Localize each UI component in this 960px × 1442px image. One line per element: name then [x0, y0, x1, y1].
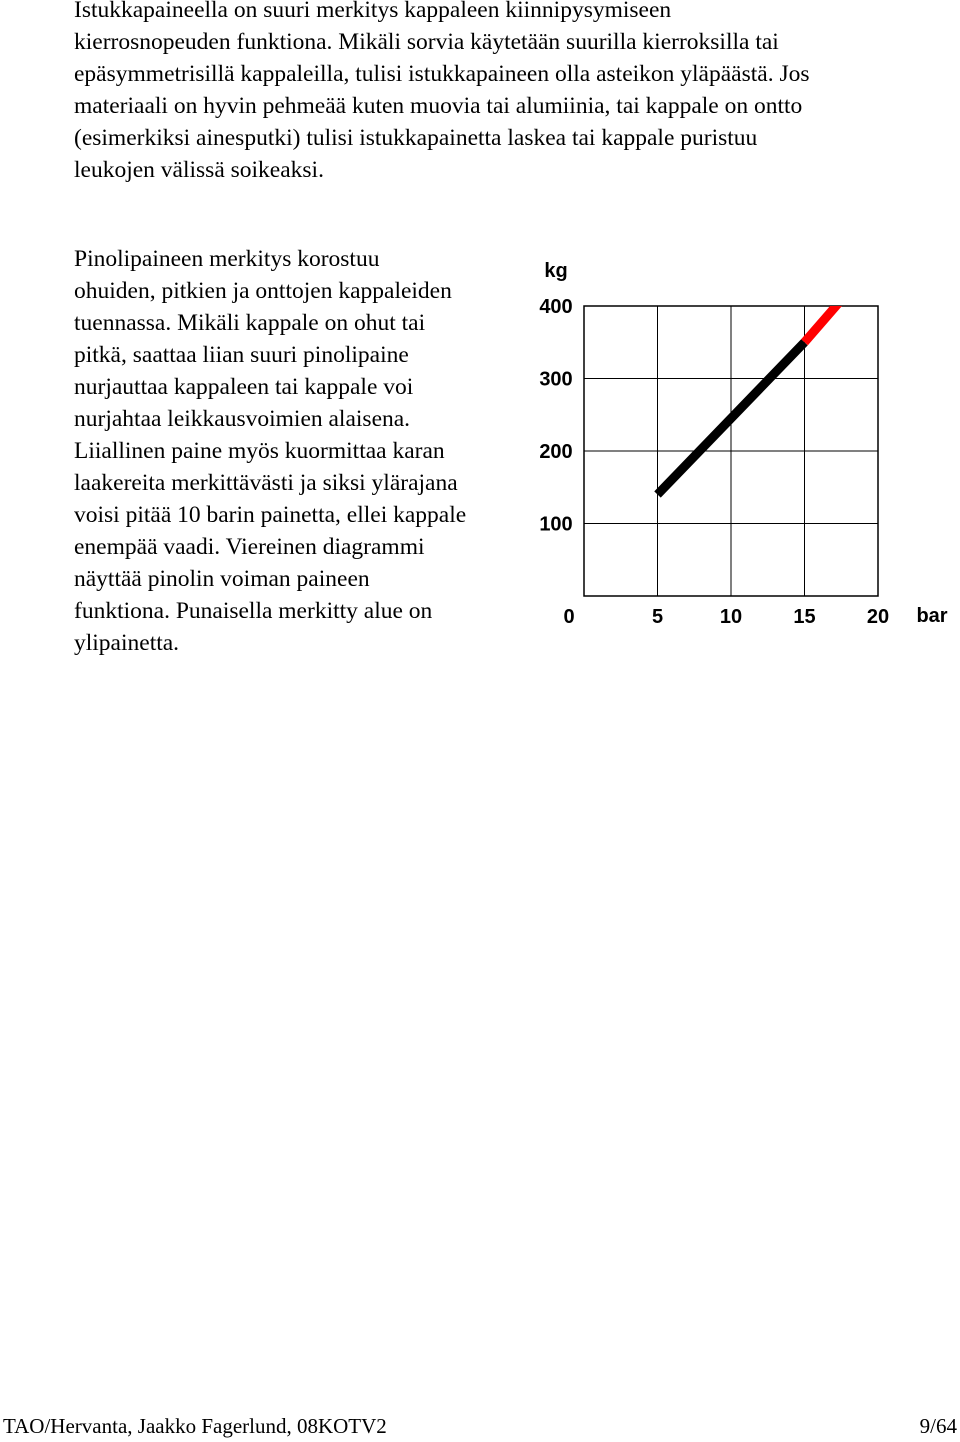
y-tick-label: 100 — [539, 513, 573, 536]
paragraph-line: voisi pitää 10 barin painetta, ellei kappale — [74, 502, 467, 528]
x-axis-label: bar — [916, 605, 948, 627]
page-footer — [3, 1412, 957, 1442]
paragraph-line: leukojen välissä soikeaksi. — [74, 157, 324, 183]
paragraph-line: epäsymmetrisillä kappaleilla, tulisi istukkapaineen olla asteikon yläpäästä. Jos — [74, 61, 810, 87]
pressure-force-chart — [520, 250, 960, 640]
paragraph-line: ylipainetta. — [74, 630, 180, 656]
paragraph-line: Istukkapaineella on suuri merkitys kappaleen kiinnipysymiseen — [74, 0, 672, 23]
intro-paragraph — [74, 0, 954, 186]
footer-author: TAO/Hervanta, Jaakko Fagerlund, 08KOTV2 — [3, 1414, 387, 1438]
paragraph-line: kierrosnopeuden funktiona. Mikäli sorvia käytetään suurilla kierroksilla tai — [74, 29, 779, 55]
paragraph-line: nurjahtaa leikkausvoimien alaisena. — [74, 406, 411, 432]
paragraph-line: näyttää pinolin voiman paineen — [74, 566, 370, 592]
series-segment-overpressure — [805, 292, 849, 343]
paragraph-line: enempää vaadi. Viereinen diagrammi — [74, 534, 425, 560]
paragraph-line: laakereita merkittävästi ja siksi ylärajana — [74, 470, 458, 496]
paragraph-line: tuennassa. Mikäli kappale on ohut tai — [74, 310, 426, 336]
paragraph-line: nurjauttaa kappaleen tai kappale voi — [74, 374, 414, 400]
paragraph-line: ohuiden, pitkien ja onttojen kappaleiden — [74, 278, 452, 304]
paragraph-line: (esimerkiksi ainesputki) tulisi istukkapainetta laskea tai kappale puristuu — [74, 125, 758, 151]
paragraph-line: funktiona. Punaisella merkitty alue on — [74, 598, 433, 624]
paragraph-line: Pinolipaineen merkitys korostuu — [74, 246, 380, 272]
page-number: 9/64 — [919, 1414, 957, 1438]
paragraph-line: Liiallinen paine myös kuormittaa karan — [74, 438, 445, 464]
y-tick-label: 300 — [539, 368, 573, 391]
x-tick-label: 15 — [793, 606, 816, 628]
x-tick-label: 0 — [563, 606, 575, 628]
x-tick-label: 5 — [651, 606, 664, 628]
y-tick-label: 200 — [539, 441, 573, 463]
y-axis-label: kg — [544, 260, 568, 282]
x-tick-label: 10 — [719, 606, 743, 628]
tailstock-paragraph — [74, 243, 544, 659]
paragraph-line: pitkä, saattaa liian suuri pinolipaine — [74, 342, 409, 368]
paragraph-line: materiaali on hyvin pehmeää kuten muovia tai alumiinia, tai kappale on ontto — [74, 93, 803, 119]
y-tick-label: 400 — [539, 296, 573, 318]
x-tick-label: 20 — [866, 606, 890, 628]
